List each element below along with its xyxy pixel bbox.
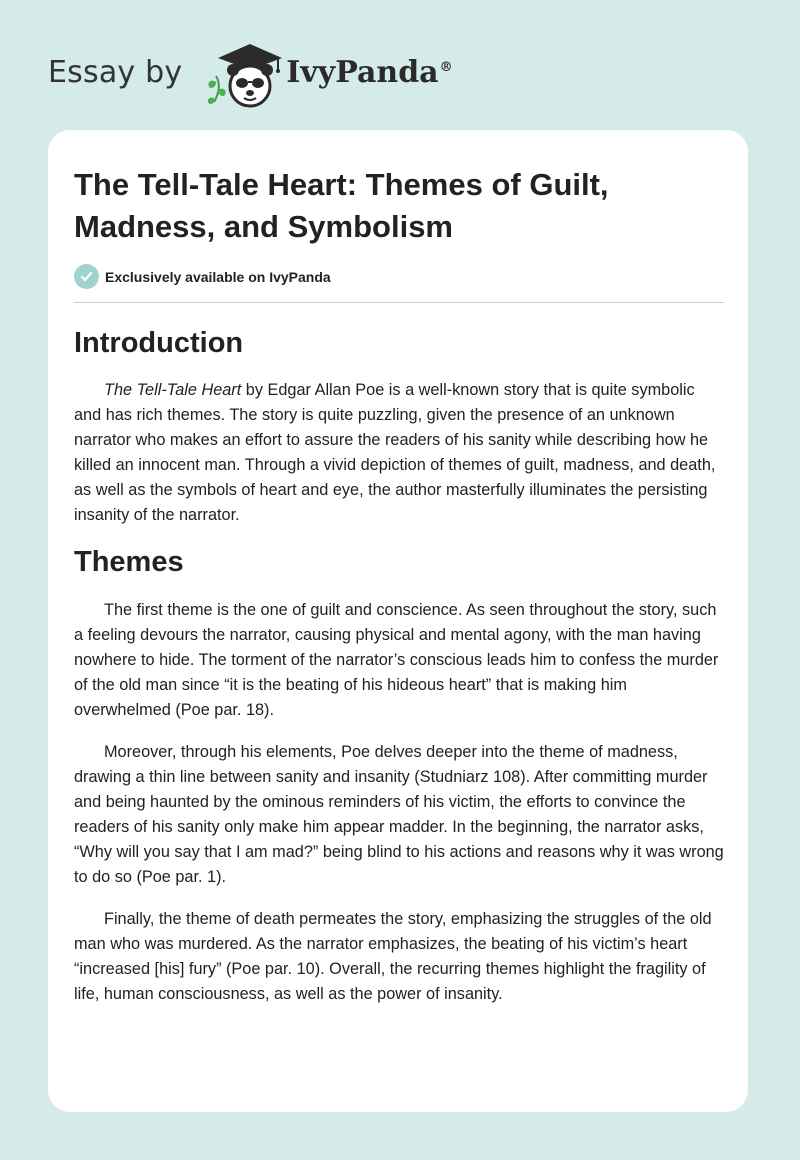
divider [74, 302, 724, 303]
section-heading-introduction: Introduction [74, 327, 244, 359]
themes-paragraph-madness: Moreover, through his elements, Poe delves deeper into the theme of madness, drawing a thin line between sanity and insanity (Studniarz 108). After committing murder and being haunted by the ominous reminders of his victim, the efforts to convince the readers of his sanity only make him appear madder. In the beginning, the narrator asks, “Why will you say that I am mad?” being blind to his actions and reasons why it was wrong to do so (Poe par. 1). [74, 743, 724, 886]
essay-card [48, 130, 748, 1112]
essay-body [74, 323, 726, 1024]
exclusive-label: Exclusively available on IvyPanda [105, 268, 331, 285]
ivypanda-logo-icon[interactable] [198, 36, 294, 108]
registered-mark: ® [439, 59, 453, 75]
intro-paragraph: The Tell-Tale Heart by Edgar Allan Poe is a well-known story that is quite symbolic and has rich themes. The story is quite puzzling, given the presence of an unknown narrator who makes an effort to assure the readers of his sanity while describing how he killed an innocent man. Through a vivid depiction of themes of guilt, madness, and death, as well as the symbols of heart and eye, the author masterfully illuminates the persisting insanity of the narrator. [74, 381, 716, 524]
story-title-italic: The Tell-Tale Heart [104, 381, 242, 399]
section-heading-themes: Themes [74, 546, 184, 578]
essay-title: The Tell-Tale Heart: Themes of Guilt, Madness, and Symbolism [74, 167, 609, 244]
brand-name[interactable]: IvyPanda® [286, 54, 453, 90]
themes-paragraph-guilt: The first theme is the one of guilt and conscience. As seen throughout the story, such a feeling devours the narrator, causing physical and mental agony, with the man having nowhere to hide. The torment of the narrator’s conscious leads him to confess the murder of the old man since “it is the beating of his hideous heart” that is making him overwhelmed (Poe par. 18). [74, 601, 719, 719]
site-header [48, 36, 453, 108]
essay-by-label: Essay by [48, 54, 183, 90]
exclusive-badge [74, 264, 331, 289]
check-icon [74, 264, 99, 289]
themes-paragraph-death: Finally, the theme of death permeates the story, emphasizing the struggles of the old man who was murdered. As the narrator emphasizes, the beating of his victim’s heart “increased [his] fury” (Poe par. 10). Overall, the recurring themes highlight the fragility of life, human consciousness, as well as the power of insanity. [74, 910, 712, 1003]
